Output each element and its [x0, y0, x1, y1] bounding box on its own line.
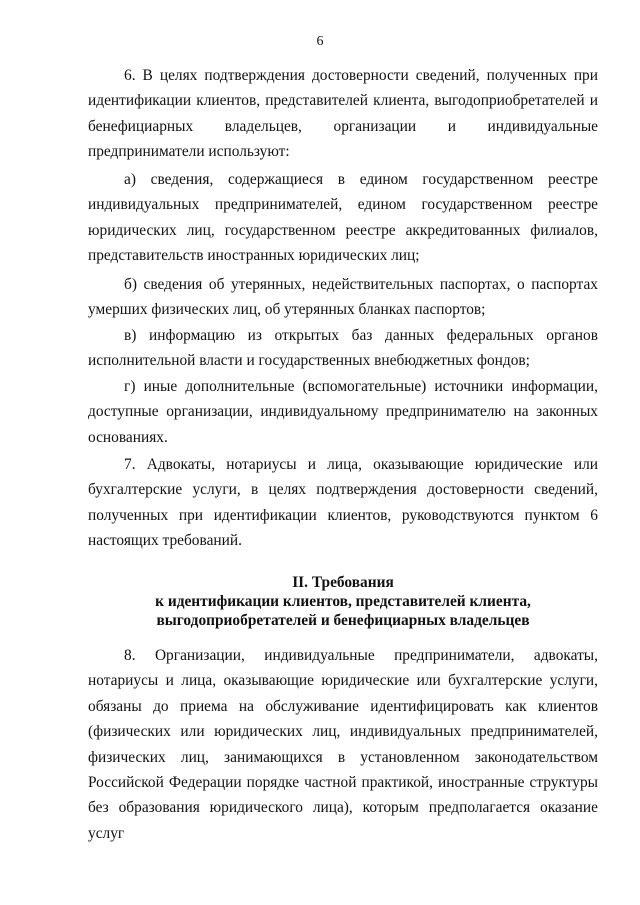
paragraph-7: 7. Адвокаты, нотариусы и лица, оказывающие юридические или бухгалтерские услуги, в целях подтверждения достоверности сведений, полученных при идентификации клиентов, руководствуются пунктом 6 настоящих требований.: [88, 456, 598, 550]
paragraph-6: 6. В целях подтверждения достоверности сведений, полученных при идентификации клиентов, представителей клиента, выгодоприобретателей и бенефициарных владельцев, организации и индивидуальные предприниматели используют:: [88, 67, 598, 161]
section-heading-line-3: выгодоприобретателей и бенефициарных владельцев: [156, 612, 530, 629]
paragraph-6a: а) сведения, содержащиеся в едином государственном реестре индивидуальных предпринимателей, едином государственном реестре юридических лиц, государственном реестре аккредитованных филиалов, представительств иностранных юридических лиц;: [88, 171, 598, 265]
section-heading: [88, 573, 598, 630]
section-heading-line-1: II. Требования: [292, 574, 394, 591]
paragraph-6v: в) информацию из открытых баз данных федеральных органов исполнительной власти и государственных внебюджетных фондов;: [88, 327, 598, 370]
section-heading-line-2: к идентификации клиентов, представителей клиента,: [155, 593, 531, 610]
page-number: 6: [316, 34, 324, 49]
paragraph-6g: г) иные дополнительные (вспомогательные) источники информации, доступные организации, индивидуальному предпринимателю на законных основаниях.: [88, 378, 598, 446]
paragraph-8: 8. Организации, индивидуальные предприниматели, адвокаты, нотариусы и лица, оказывающие юридические или бухгалтерские услуги, обязаны до приема на обслуживание идентифицировать как клиентов (физических или юридических лиц, индивидуальных предпринимателей, физических лиц, занимающихся в установленном законодательством Российской Федерации порядке частной практикой, иностранные структуры без образования юридического лица), которым предполагается оказание услуг: [88, 647, 598, 842]
paragraph-6b: б) сведения об утерянных, недействительных паспортах, о паспортах умерших физических лиц, об утерянных бланках паспортов;: [88, 276, 598, 319]
